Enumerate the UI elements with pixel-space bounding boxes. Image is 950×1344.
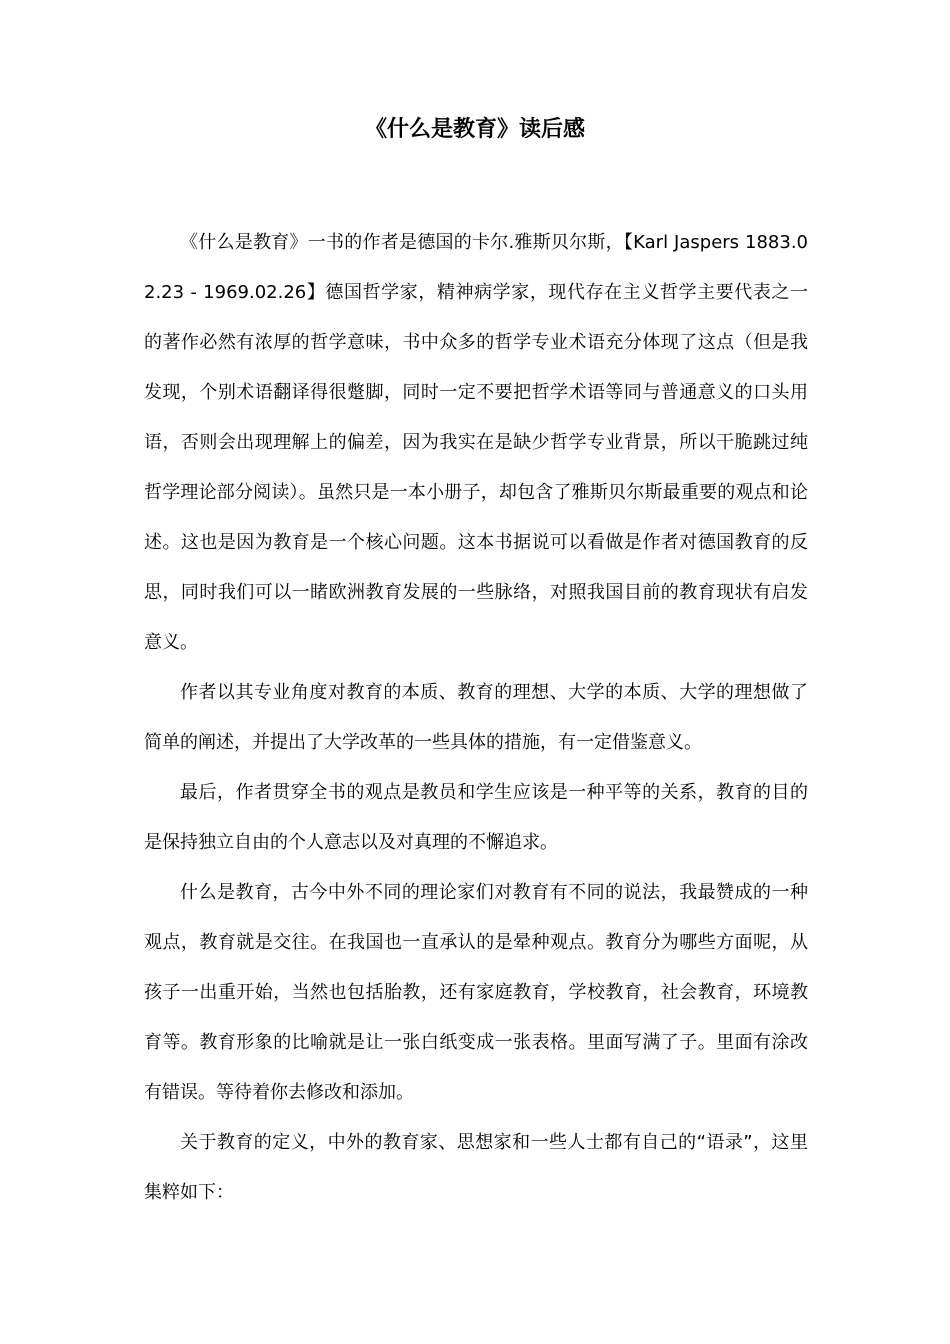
- paragraph-5: 关于教育的定义，中外的教育家、思想家和一些人士都有自己的“语录”，这里集粹如下：: [144, 1132, 808, 1203]
- document-title: 《什么是教育》读后感: [364, 117, 585, 142]
- paragraph-1: 《什么是教育》一书的作者是德国的卡尔.雅斯贝尔斯，【Karl Jaspers 1883.02.23 - 1969.02.26】德国哲学家，精神病学家，现代存在主义哲学主要代表之一的著作必然有浓厚的哲学意味，书中众多的哲学专业术语充分体现了这点（但是我发现，个别术语翻译得很蹩脚，同时一定不要把哲学术语等同与普通意义的口头用语，否则会出现理解上的偏差，因为我实在是缺少哲学专业背景，所以干脆跳过纯哲学理论部分阅读）。虽然只是一本小册子，却包含了雅斯贝尔斯最重要的观点和论述。这也是因为教育是一个核心问题。这本书据说可以看做是作者对德国教育的反思，同时我们可以一睹欧洲教育发展的一些脉络，对照我国目前的教育现状有启发意义。: [144, 232, 808, 653]
- paragraph-3: 最后，作者贯穿全书的观点是教员和学生应该是一种平等的关系，教育的目的是保持独立自由的个人意志以及对真理的不懈追求。: [144, 782, 808, 853]
- document-body: [144, 218, 808, 1218]
- paragraph-2: 作者以其专业角度对教育的本质、教育的理想、大学的本质、大学的理想做了简单的阐述，并提出了大学改革的一些具体的措施，有一定借鉴意义。: [144, 682, 808, 753]
- paragraph-4: 什么是教育，古今中外不同的理论家们对教育有不同的说法，我最赞成的一种观点，教育就是交往。在我国也一直承认的是晕种观点。教育分为哪些方面呢，从孩子一出重开始，当然也包括胎教，还有家庭教育，学校教育，社会教育，环境教育等。教育形象的比喻就是让一张白纸变成一张表格。里面写满了子。里面有涂改有错误。等待着你去修改和添加。: [144, 882, 808, 1103]
